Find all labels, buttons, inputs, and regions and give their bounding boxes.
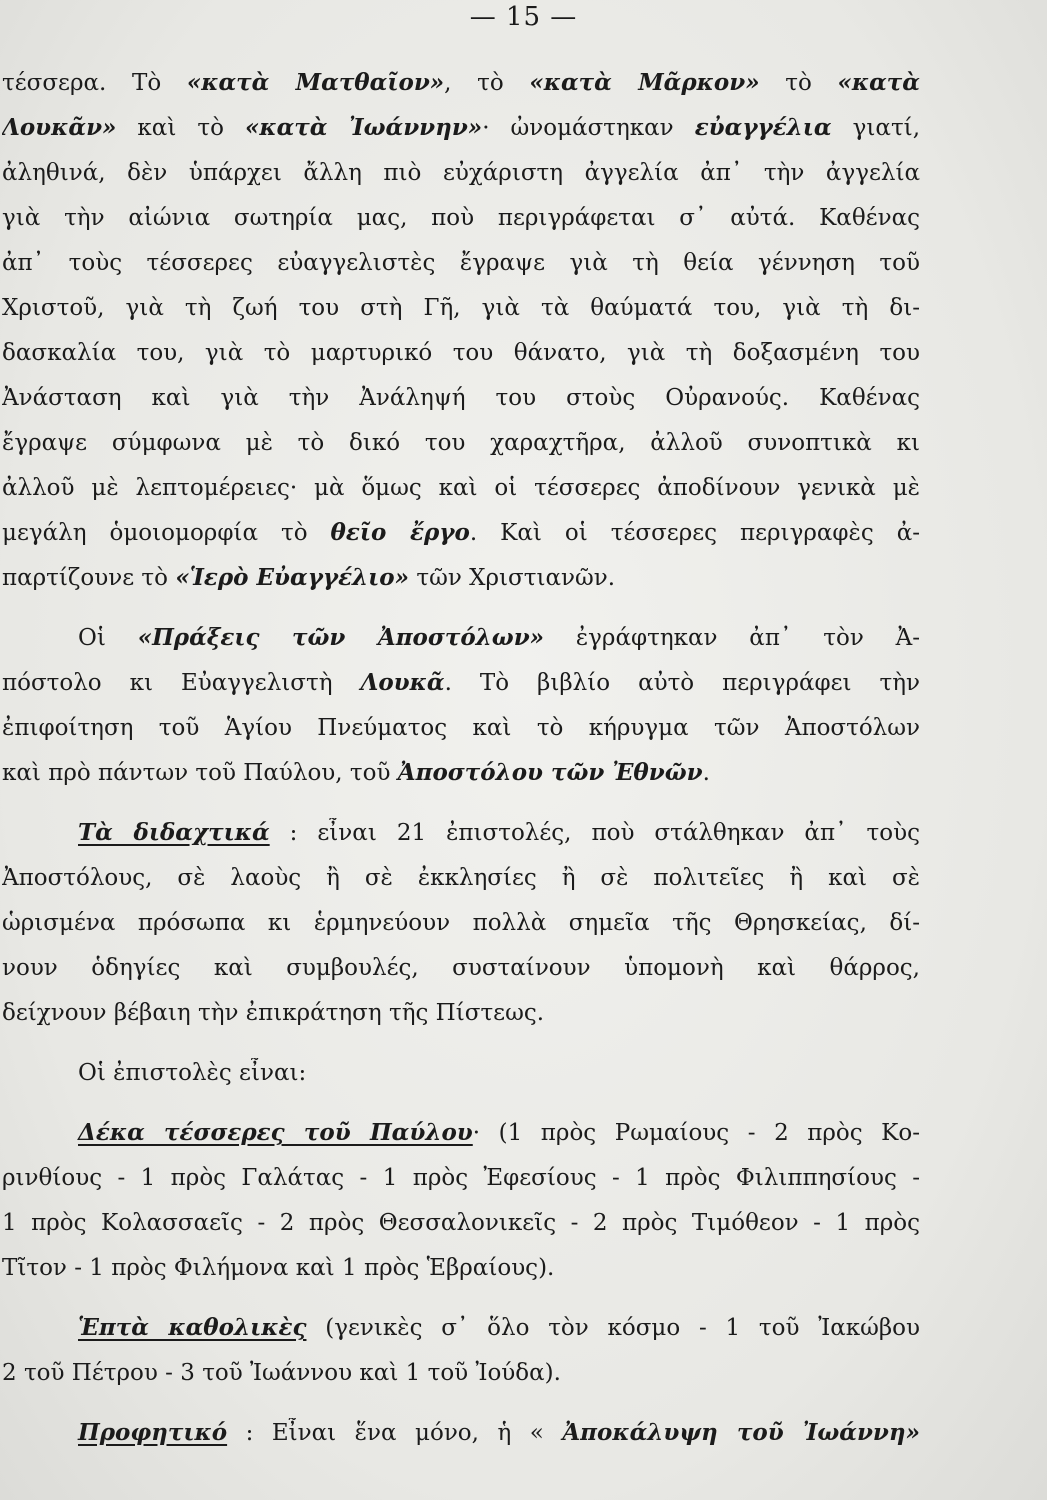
text-run: Οἱ xyxy=(78,625,138,651)
text-run: καὶ πρὸ πάντων τοῦ Παύλου, τοῦ xyxy=(2,760,398,786)
text-line xyxy=(2,863,920,893)
emphasis-run: Ἑπτὰ καθολικὲς xyxy=(78,1314,307,1341)
text-line xyxy=(2,908,920,938)
text-run: τέσσερα. Τὸ xyxy=(2,70,187,96)
text-line xyxy=(2,293,920,323)
text-line xyxy=(2,1418,920,1448)
text-run: δείχνουν βέβαιη τὴν ἐπικράτηση τῆς Πίστεως. xyxy=(2,1000,545,1026)
emphasis-run: «Ἱερὸ Εὐαγγέλιο» xyxy=(175,564,410,591)
emphasis-run: «Πράξεις τῶν Ἀποστόλων» xyxy=(137,624,545,651)
text-run: Τῖτον - 1 πρὸς Φιλήμονα καὶ 1 πρὸς Ἑβραίους). xyxy=(2,1255,555,1281)
text-line xyxy=(2,563,920,593)
text-run: γιατί, xyxy=(831,115,920,141)
emphasis-run: θεῖο ἔργο xyxy=(330,519,470,546)
text-line xyxy=(2,113,920,143)
text-line xyxy=(2,203,920,233)
text-run: . Καὶ οἱ τέσσερες περιγραφὲς ἀ- xyxy=(469,520,920,546)
emphasis-run: Ἀποκάλυψη τοῦ Ἰωάννη» xyxy=(562,1419,920,1446)
text-line xyxy=(2,623,920,653)
emphasis-run: Λουκᾶ xyxy=(360,669,445,696)
text-run: · (1 πρὸς Ρωμαίους - 2 πρὸς Κο- xyxy=(472,1120,920,1146)
text-run: πόστολο κι Εὐαγγελιστὴ xyxy=(2,670,361,696)
text-line xyxy=(2,383,920,413)
text-line xyxy=(2,1358,920,1388)
text-run: : Εἶναι ἕνα μόνο, ἡ « xyxy=(227,1420,563,1446)
text-line xyxy=(2,338,920,368)
emphasis-run: «κατὰ xyxy=(837,69,920,96)
text-run: . xyxy=(702,760,710,786)
text-line xyxy=(2,518,920,548)
text-run: νουν ὁδηγίες καὶ συμβουλές, συσταίνουν ὑπομονὴ καὶ θάρρος, xyxy=(2,955,920,981)
text-run: τῶν Χριστιανῶν. xyxy=(409,565,616,591)
text-run: παρτίζουνε τὸ xyxy=(2,565,176,591)
text-run: τὸ xyxy=(759,70,838,96)
text-line xyxy=(2,68,920,98)
text-run: ρινθίους - 1 πρὸς Γαλάτας - 1 πρὸς Ἐφεσίους - 1 πρὸς Φιλιππησίους - xyxy=(2,1165,920,1191)
text-run: ὡρισμένα πρόσωπα κι ἑρμηνεύουν πολλὰ σημεῖα τῆς Θρησκείας, δί- xyxy=(2,910,920,936)
emphasis-run: «κατὰ Ματθαῖον» xyxy=(186,69,445,96)
emphasis-run: «κατὰ Ἰωάννην» xyxy=(244,114,483,141)
text-run: 1 πρὸς Κολασσαεῖς - 2 πρὸς Θεσσαλονικεῖς - 2 πρὸς Τιμόθεον - 1 πρὸς xyxy=(2,1210,920,1236)
text-line xyxy=(2,158,920,188)
text-run: δασκαλία του, γιὰ τὸ μαρτυρικό του θάνατο, γιὰ τὴ δοξασμένη του xyxy=(2,340,920,366)
emphasis-run: «κατὰ Μᾶρκον» xyxy=(529,69,760,96)
text-line xyxy=(2,1313,920,1343)
emphasis-run: εὐαγγέλια xyxy=(694,114,832,141)
text-run: ἀληθινά, δὲν ὑπάρχει ἄλλη πιὸ εὐχάριστη ἀγγελία ἀπ᾽ τὴν ἀγγελία xyxy=(2,160,920,186)
emphasis-run: Δέκα τέσσερες τοῦ Παύλου xyxy=(78,1119,473,1146)
text-run: μεγάλη ὁμοιομορφία τὸ xyxy=(2,520,331,546)
text-run: Ἀποστόλους, σὲ λαοὺς ἢ σὲ ἐκκλησίες ἢ σὲ πολιτεῖες ἢ καὶ σὲ xyxy=(2,865,920,891)
emphasis-run: Τὰ διδαχτικά xyxy=(78,819,270,846)
text-run: ἀλλοῦ μὲ λεπτομέρειες· μὰ ὅμως καὶ οἱ τέσσερες ἀποδίνουν γενικὰ μὲ xyxy=(2,475,920,501)
text-line xyxy=(2,953,920,983)
text-line xyxy=(2,1253,920,1283)
text-line xyxy=(2,428,920,458)
text-line xyxy=(2,1118,920,1148)
text-run: Χριστοῦ, γιὰ τὴ ζωή του στὴ Γῆ, γιὰ τὰ θαύματά του, γιὰ τὴ δι- xyxy=(2,295,920,321)
text-line xyxy=(2,473,920,503)
text-run: ἐγράφτηκαν ἀπ᾽ τὸν Ἀ- xyxy=(544,625,920,651)
text-run: · ὠνομάστηκαν xyxy=(482,115,695,141)
text-line xyxy=(2,998,920,1028)
text-run: (γενικὲς σ᾽ ὅλο τὸν κόσμο - 1 τοῦ Ἰακώβου xyxy=(306,1315,920,1341)
emphasis-run: Προφητικό xyxy=(78,1419,228,1446)
text-line xyxy=(2,1208,920,1238)
text-line xyxy=(2,1058,920,1088)
page-number: — 15 — xyxy=(469,2,578,32)
text-line xyxy=(2,668,920,698)
text-run: ἔγραψε σύμφωνα μὲ τὸ δικό του χαραχτῆρα, ἀλλοῦ συνοπτικὰ κι xyxy=(2,430,920,456)
text-run: γιὰ τὴν αἰώνια σωτηρία μας, ποὺ περιγράφεται σ᾽ αὐτά. Καθένας xyxy=(2,205,920,231)
text-run: ἀπ᾽ τοὺς τέσσερες εὐαγγελιστὲς ἔγραψε γιὰ τὴ θεία γέννηση τοῦ xyxy=(2,250,920,276)
text-line xyxy=(2,248,920,278)
text-run: καὶ τὸ xyxy=(116,115,245,141)
emphasis-run: Λουκᾶν» xyxy=(2,114,117,141)
text-run: , τὸ xyxy=(444,70,530,96)
text-run: ἐπιφοίτηση τοῦ Ἁγίου Πνεύματος καὶ τὸ κήρυγμα τῶν Ἀποστόλων xyxy=(2,715,920,741)
text-run: . Τὸ βιβλίο αὐτὸ περιγράφει τὴν xyxy=(444,670,920,696)
text-line xyxy=(2,713,920,743)
text-run: : εἶναι 21 ἐπιστολές, ποὺ στάλθηκαν ἀπ᾽ τοὺς xyxy=(269,820,920,846)
text-run: Οἱ ἐπιστολὲς εἶναι: xyxy=(78,1060,307,1086)
text-line xyxy=(2,1163,920,1193)
text-line xyxy=(2,818,920,848)
text-run: Ἀνάσταση καὶ γιὰ τὴν Ἀνάληψή του στοὺς Οὐρανούς. Καθένας xyxy=(2,385,920,411)
text-run: 2 τοῦ Πέτρου - 3 τοῦ Ἰωάννου καὶ 1 τοῦ Ἰούδα). xyxy=(2,1360,561,1386)
text-line xyxy=(2,758,920,788)
emphasis-run: Ἀποστόλου τῶν Ἐθνῶν xyxy=(397,759,703,786)
